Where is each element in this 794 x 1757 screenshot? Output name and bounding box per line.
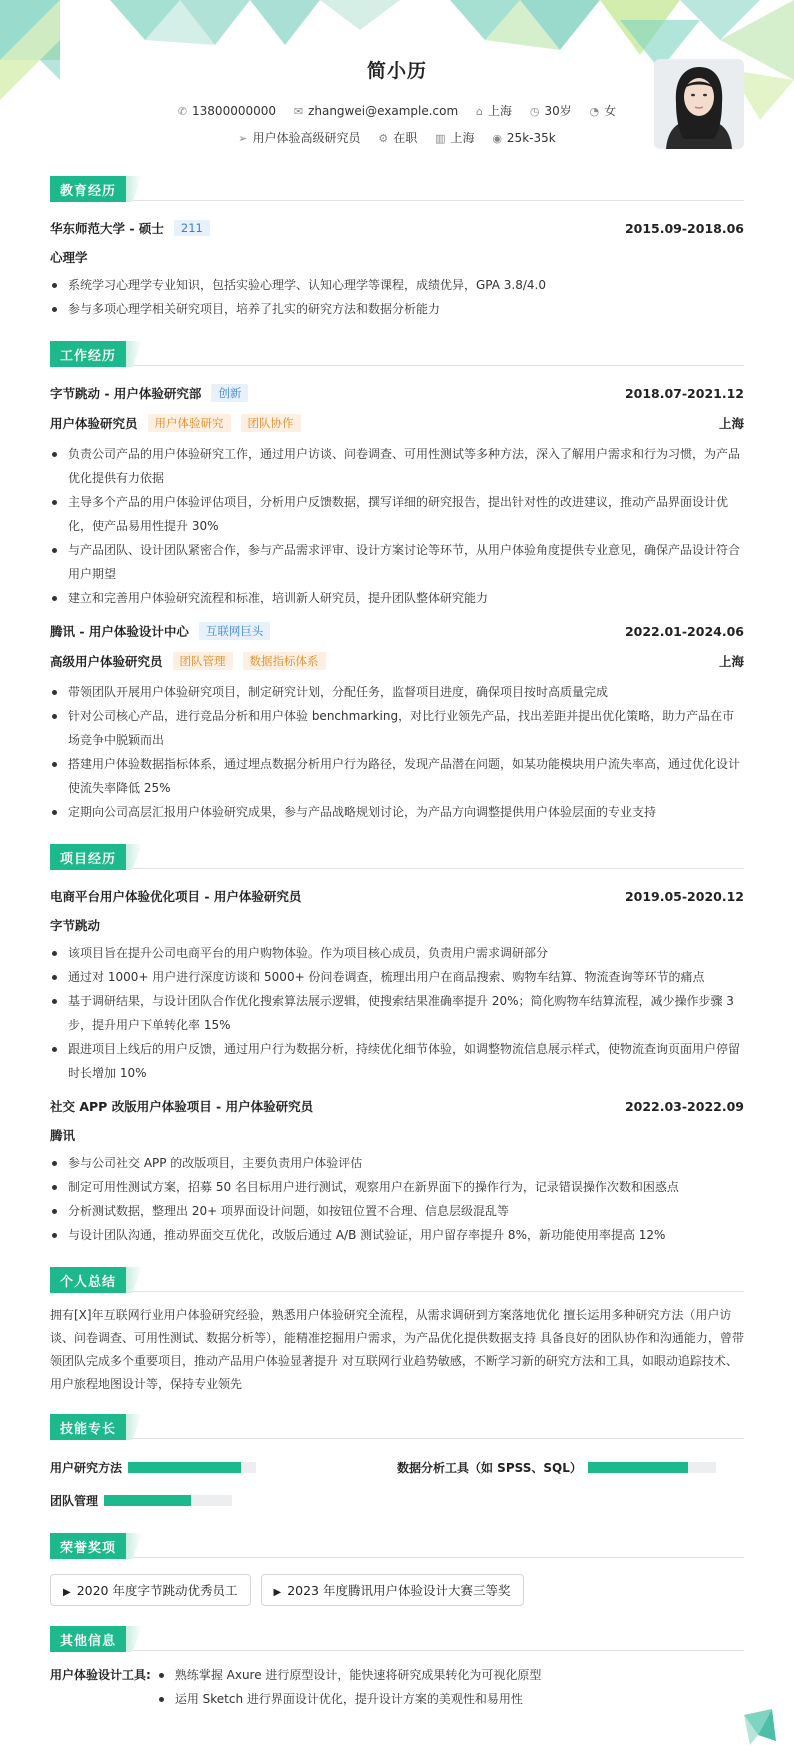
- list-item: 负责公司产品的用户体验研究工作，通过用户访谈、问卷调查、可用性测试等多种方法，深入了解用户需求和行为习惯，为产品优化提供有力依据: [50, 442, 744, 490]
- skill-bar-fill: [104, 1495, 191, 1506]
- list-item: 系统学习心理学专业知识，包括实验心理学、认知心理学等课程，成绩优异，GPA 3.8/4.0: [50, 273, 744, 297]
- projects-section: [50, 838, 744, 1247]
- skills-section: [50, 1408, 744, 1517]
- section-title: 荣誉奖项: [50, 1533, 126, 1559]
- building-icon: ▥: [435, 132, 446, 145]
- skill-bar: [104, 1495, 232, 1506]
- salary-text: 25k-35k: [506, 131, 556, 145]
- list-item: 该项目旨在提升公司电商平台的用户购物体验。作为项目核心成员，负责用户需求调研部分: [50, 941, 744, 965]
- list-item: 带领团队开展用户体验研究项目，制定研究计划，分配任务，监督项目进度，确保项目按时高质量完成: [50, 680, 744, 704]
- education-major: 心理学: [50, 250, 88, 265]
- role-tag: 团队管理: [173, 652, 233, 670]
- money-icon: ◉: [492, 132, 502, 145]
- corner-decoration-icon: [736, 1705, 780, 1749]
- award-text: 2020 年度字节跳动优秀员工: [76, 1583, 238, 1598]
- summary-header: [50, 1261, 744, 1292]
- role-name: 用户体验研究员: [50, 416, 138, 431]
- role-name: 高级用户体验研究员: [50, 654, 163, 669]
- other-label: 用户体验设计工具:: [50, 1668, 151, 1682]
- role-tag: 数据指标体系: [243, 652, 326, 670]
- role-tag: 团队协作: [241, 414, 301, 432]
- education-bullets: [50, 273, 744, 321]
- school-badge: 211: [174, 220, 210, 236]
- skills-list: [50, 1451, 744, 1517]
- section-title: 项目经历: [50, 844, 126, 870]
- city-item: [476, 102, 512, 119]
- phone-text: 13800000000: [192, 104, 277, 118]
- avatar: [654, 59, 744, 149]
- position-item: [238, 129, 360, 146]
- email-item: [294, 104, 458, 118]
- award-item: [50, 1574, 251, 1606]
- resume-header: [50, 0, 744, 168]
- section-title: 个人总结: [50, 1267, 126, 1293]
- work-entry: [50, 616, 744, 824]
- role-tag: 用户体验研究: [148, 414, 231, 432]
- education-header: [50, 170, 744, 201]
- project-period: 2022.03-2022.09: [624, 1098, 744, 1114]
- section-title: 工作经历: [50, 341, 126, 367]
- position-text: 用户体验高级研究员: [252, 131, 361, 145]
- skill-bar-fill: [128, 1462, 241, 1473]
- skill-bar: [128, 1462, 256, 1473]
- list-item: 参与公司社交 APP 的改版项目，主要负责用户体验评估: [50, 1151, 744, 1175]
- project-entry: [50, 1091, 744, 1247]
- project-period: 2019.05-2020.12: [624, 888, 744, 904]
- school-name: 华东师范大学 - 硕士: [50, 221, 164, 236]
- work-location: 上海: [718, 416, 744, 431]
- other-header: [50, 1620, 744, 1651]
- summary-text: 拥有[X]年互联网行业用户体验研究经验，熟悉用户体验研究全流程，从需求调研到方案落地优化 擅长运用多种研究方法（用户访谈、问卷调查、可用性测试、数据分析等），能精准挖掘用户需求，为产品优化提供数据支持 具备良好的团队协作和沟通能力，曾带领团队完成多个重要项目，推动产品用户体验显著提升 对互联网行业趋势敏感，不断学习新的研究方法和工具，如眼动追踪技术、用户旅程地图设计等，保持专业领先: [50, 1308, 744, 1391]
- contact-row: [50, 102, 744, 119]
- play-icon: ▶: [63, 1587, 71, 1598]
- education-section: [50, 170, 744, 321]
- work-header: [50, 335, 744, 366]
- gender-icon: ◔: [589, 105, 600, 118]
- work-period: 2022.01-2024.06: [624, 623, 744, 639]
- list-item: 与产品团队、设计团队紧密合作，参与产品需求评审、设计方案讨论等环节，从用户体验角度提供专业意见，确保产品设计符合用户期望: [50, 538, 744, 586]
- send-icon: ➢: [238, 132, 248, 145]
- clock-icon: ◷: [529, 105, 540, 118]
- skills-header: [50, 1408, 744, 1439]
- skill-name: 数据分析工具（如 SPSS、SQL）: [397, 1461, 582, 1475]
- list-item: 搭建用户体验数据指标体系，通过埋点数据分析用户行为路径，发现产品潜在问题，如某功能模块用户流失率高，通过优化设计使流失率降低 25%: [50, 752, 744, 800]
- candidate-name: 简小历: [366, 60, 427, 82]
- other-section: [50, 1620, 744, 1711]
- section-title: 其他信息: [50, 1626, 126, 1652]
- projects-header: [50, 838, 744, 869]
- awards-list: [50, 1570, 744, 1612]
- home-icon: ⌂: [476, 105, 483, 118]
- summary-section: [50, 1261, 744, 1396]
- city-text: 上海: [487, 104, 512, 118]
- list-item: 建立和完善用户体验研究流程和标准，培训新人研究员，提升团队整体研究能力: [50, 586, 744, 610]
- list-item: 基于调研结果，与设计团队合作优化搜索算法展示逻辑，使搜索结果准确率提升 20%；简化购物车结算流程，减少操作步骤 3 步，提升用户下单转化率 15%: [50, 989, 744, 1037]
- play-icon: ▶: [273, 1587, 282, 1598]
- status-item: [378, 129, 417, 146]
- email-text: zhangwei@example.com: [308, 104, 459, 118]
- list-item: 主导多个产品的用户体验评估项目，分析用户反馈数据，撰写详细的研究报告，提出针对性的改进建议，推动产品界面设计优化，使产品易用性提升 30%: [50, 490, 744, 538]
- company-badge: 互联网巨头: [199, 622, 271, 640]
- list-item: 定期向公司高层汇报用户体验研究成果，参与产品战略规划讨论，为产品方向调整提供用户体验层面的专业支持: [50, 800, 744, 824]
- project-org: 字节跳动: [50, 918, 101, 933]
- education-period: 2015.09-2018.06: [624, 220, 744, 236]
- skill-name: 团队管理: [50, 1494, 99, 1508]
- project-entry: [50, 881, 744, 1085]
- project-title: 电商平台用户体验优化项目 - 用户体验研究员: [50, 889, 302, 904]
- list-item: 运用 Sketch 进行界面设计优化，提升设计方案的美观性和易用性: [157, 1687, 542, 1711]
- skill-item: [50, 1484, 397, 1517]
- other-list: [157, 1663, 542, 1711]
- award-text: 2023 年度腾讯用户体验设计大赛三等奖: [287, 1583, 511, 1598]
- company-name: 腾讯 - 用户体验设计中心: [50, 624, 189, 639]
- skill-bar-fill: [588, 1462, 688, 1473]
- skill-name: 用户研究方法: [50, 1461, 123, 1475]
- work-period: 2018.07-2021.12: [624, 385, 744, 401]
- skill-bar: [588, 1462, 716, 1473]
- intention-row: [50, 129, 744, 146]
- section-title: 技能专长: [50, 1414, 126, 1440]
- work-section: [50, 335, 744, 824]
- list-item: 通过对 1000+ 用户进行深度访谈和 5000+ 份问卷调查，梳理出用户在商品搜索、购物车结算、物流查询等环节的痛点: [50, 965, 744, 989]
- list-item: 与设计团队沟通，推动界面交互优化，改版后通过 A/B 测试验证，用户留存率提升 8%，新功能使用率提高 12%: [50, 1223, 744, 1247]
- target-city-text: 上海: [450, 131, 475, 145]
- phone-icon: ✆: [177, 105, 188, 118]
- awards-header: [50, 1527, 744, 1558]
- awards-section: [50, 1527, 744, 1612]
- salary-item: [492, 131, 555, 145]
- company-name: 字节跳动 - 用户体验研究部: [50, 386, 202, 401]
- section-title: 教育经历: [50, 176, 126, 202]
- award-item: [261, 1574, 524, 1606]
- age-item: [530, 102, 572, 119]
- status-text: 在职: [393, 131, 418, 145]
- phone-item: [178, 104, 276, 118]
- age-text: 30岁: [544, 104, 572, 118]
- gear-icon: ⚙: [378, 132, 389, 145]
- list-item: 熟练掌握 Axure 进行原型设计，能快速将研究成果转化为可视化原型: [157, 1663, 542, 1687]
- education-row: [50, 213, 744, 243]
- mail-icon: ✉: [293, 105, 304, 118]
- gender-item: [590, 102, 617, 119]
- avatar-portrait-icon: [654, 59, 744, 149]
- project-org: 腾讯: [50, 1128, 76, 1143]
- gender-text: 女: [604, 104, 617, 118]
- company-badge: 创新: [211, 384, 248, 402]
- list-item: 针对公司核心产品，进行竞品分析和用户体验 benchmarking，对比行业领先产品，找出差距并提出优化策略，助力产品在市场竞争中脱颖而出: [50, 704, 744, 752]
- other-info: [50, 1663, 744, 1711]
- work-location: 上海: [718, 654, 744, 669]
- work-entry: [50, 378, 744, 610]
- list-item: 跟进项目上线后的用户反馈，通过用户行为数据分析，持续优化细节体验，如调整物流信息展示样式，使物流查询页面用户停留时长增加 10%: [50, 1037, 744, 1085]
- skill-item: [50, 1451, 397, 1484]
- project-title: 社交 APP 改版用户体验项目 - 用户体验研究员: [50, 1099, 314, 1114]
- list-item: 制定可用性测试方案，招募 50 名目标用户进行测试，观察用户在新界面下的操作行为，记录错误操作次数和困惑点: [50, 1175, 744, 1199]
- list-item: 分析测试数据，整理出 20+ 项界面设计问题，如按钮位置不合理、信息层级混乱等: [50, 1199, 744, 1223]
- target-city-item: [435, 129, 474, 146]
- skill-item: [397, 1451, 744, 1484]
- list-item: 参与多项心理学相关研究项目，培养了扎实的研究方法和数据分析能力: [50, 297, 744, 321]
